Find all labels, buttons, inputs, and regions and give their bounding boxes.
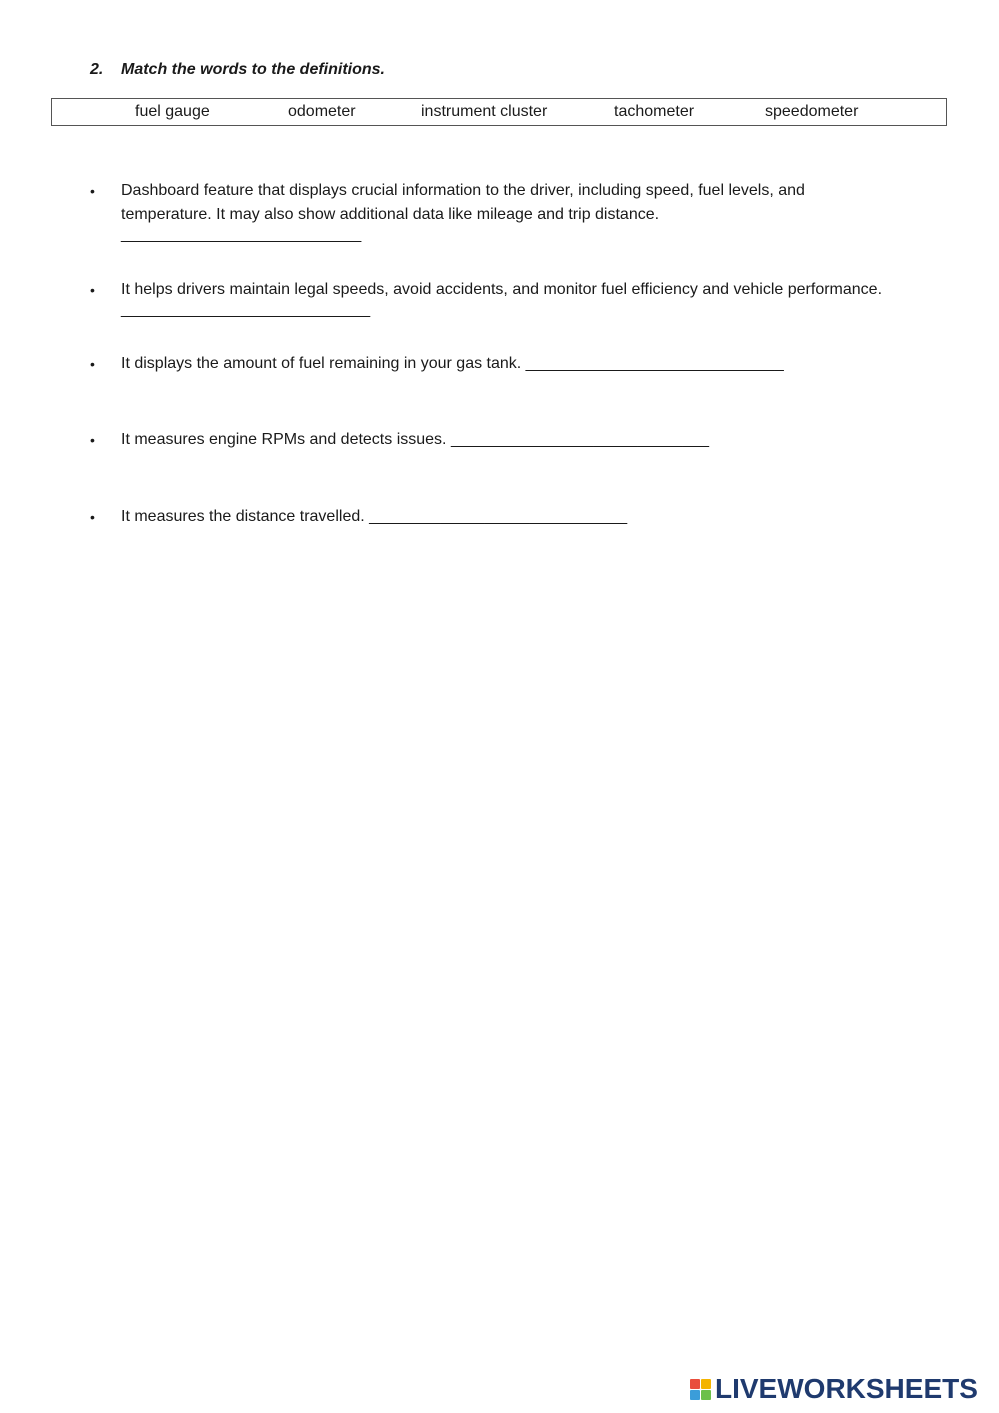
answer-blank[interactable]: _____________________________ (450, 431, 710, 448)
word-bank-item: speedometer (765, 103, 859, 120)
definition-text: It displays the amount of fuel remaining in your gas tank. (121, 355, 522, 372)
bullet: • (90, 282, 95, 298)
definition-text-line: Dashboard feature that displays crucial information to the driver, including speed, fuel levels, and (121, 182, 805, 199)
definition-item (90, 505, 941, 529)
answer-blank[interactable] (121, 227, 370, 251)
word-bank-item: odometer (288, 103, 356, 120)
definition-item (90, 179, 941, 251)
definition-text: It measures the distance travelled. (121, 508, 365, 525)
bullet: • (90, 183, 95, 199)
bullet: • (90, 509, 95, 525)
answer-blank[interactable] (121, 302, 378, 326)
word-bank-item: fuel gauge (135, 103, 210, 120)
logo-tile (690, 1390, 700, 1400)
logo-tile (701, 1390, 711, 1400)
answer-blank[interactable]: _____________________________ (525, 355, 784, 372)
logo-tiles-icon (690, 1379, 711, 1400)
definition-item (90, 278, 981, 326)
word-bank-item: tachometer (614, 103, 695, 120)
liveworksheets-logo (690, 1374, 978, 1404)
definition-text-line: temperature. It may also show additional data like mileage and trip distance. (121, 206, 660, 223)
bullet: • (90, 432, 95, 448)
logo-tile (690, 1379, 700, 1389)
logo-tile (701, 1379, 711, 1389)
exercise-heading (90, 61, 385, 79)
exercise-instruction: Match the words to the definitions. (121, 61, 385, 78)
answer-blank-line: ____________________________ (121, 301, 371, 318)
definition-text-line: It helps drivers maintain legal speeds, avoid accidents, and monitor fuel efficiency and vehicle performance. (121, 281, 883, 298)
answer-blank-line: ___________________________ (121, 226, 362, 243)
definition-item (90, 352, 941, 376)
bullet: • (90, 356, 95, 372)
logo-text: LIVEWORKSHEETS (715, 1373, 978, 1404)
exercise-number: 2. (90, 61, 104, 78)
definition-text: It measures engine RPMs and detects issues. (121, 431, 447, 448)
definition-item (90, 428, 941, 452)
word-bank (51, 98, 947, 126)
answer-blank[interactable]: _____________________________ (369, 508, 628, 525)
word-bank-item: instrument cluster (421, 103, 548, 120)
